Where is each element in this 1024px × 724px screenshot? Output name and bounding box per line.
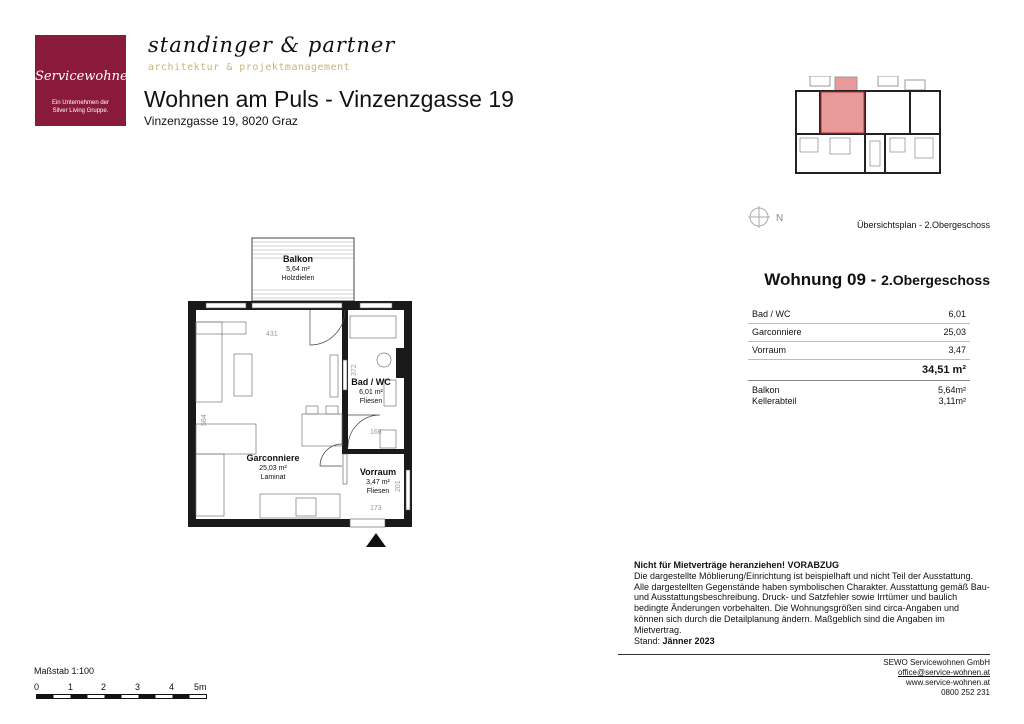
room-label-garconniere: Garconniere 25,03 m² Laminat: [246, 453, 300, 481]
logo-wordmark: Servicewohnen: [35, 69, 137, 84]
dimension-166: 166: [370, 429, 382, 436]
page-title: Wohnen am Puls - Vinzenzgasse 19: [144, 86, 514, 112]
page-address: Vinzenzgasse 19, 8020 Graz: [144, 114, 298, 128]
table-row: Bad / WC 6,01: [748, 306, 970, 324]
total-area: 34,51 m²: [748, 360, 970, 381]
area-table: [748, 306, 970, 407]
entrance-arrow-icon: [366, 533, 386, 547]
divider: [618, 654, 990, 655]
disclaimer-heading: Nicht für Mietverträge heranziehen! VORABZUG: [634, 560, 840, 570]
north-compass-icon: [748, 206, 788, 230]
architect-subtitle: architektur & projektmanagement: [148, 62, 351, 73]
disclaimer: [634, 560, 990, 646]
dimension-201: 201: [395, 480, 402, 492]
overview-highlight-apartment: [821, 92, 864, 133]
disclaimer-body: Die dargestellte Möblierung/Einrichtung ist beispielhaft und nicht Teil der Ausstattung. Alle dargestellten Gegenstände haben symbolischen Charakter. Ausstattung gemäß Bau- und Ausstattungsbeschreibung. Druck- und Satzfehler sowie Irrtümer und baulich bedingte Änderungen vorbehalten. Die Wohnungsgrößen sind circa-Angaben und können sich durch die Detailplanung ändern. Maßgeblich sind die Angaben im Mietvertrag.: [634, 570, 990, 635]
scale-bar: [36, 694, 211, 700]
dimension-173: 173: [370, 505, 382, 512]
apartment-floor: 2.Obergeschoss: [881, 272, 990, 288]
extra-row-balkon: Balkon 5,64m²: [752, 385, 966, 395]
overview-caption: Übersichtsplan - 2.Obergeschoss: [856, 220, 990, 230]
scale-label: Maßstab 1:100: [34, 666, 95, 676]
dimension-431: 431: [266, 331, 278, 338]
dimension-372: 372: [351, 364, 358, 376]
room-label-balkon: Balkon 5,64 m² Holzdielen: [281, 254, 315, 282]
overview-highlight-balcony: [835, 77, 857, 91]
web-link[interactable]: www.service-wohnen.at: [905, 678, 990, 687]
extra-row-kellerabteil: Kellerabteil 3,11m²: [752, 396, 966, 406]
table-row: Vorraum 3,47: [748, 342, 970, 360]
disclaimer-stand: Stand: Jänner 2023: [634, 635, 715, 646]
table-row: Garconniere 25,03: [748, 324, 970, 342]
north-label: N: [776, 213, 784, 224]
scale-ticks: 0 1 2 3 4 5m: [34, 682, 207, 692]
dimension-584: 584: [201, 414, 208, 426]
room-label-vorraum: Vorraum 3,47 m² Fliesen: [359, 467, 397, 495]
email-link[interactable]: office@service-wohnen.at: [897, 668, 990, 677]
apartment-heading: [764, 270, 990, 290]
apartment-name: Wohnung 09 -: [764, 270, 877, 289]
room-label-bad: Bad / WC 6,01 m² Fliesen: [351, 377, 391, 405]
overview-floorplan: [790, 76, 950, 176]
company-footer: SEWO Servicewohnen GmbH office@service-wohnen.at www.service-wohnen.at 0800 252 231: [883, 658, 990, 697]
logo-tagline: Ein Unternehmen der Silver Living Gruppe.: [51, 100, 110, 114]
servicewohnen-logo: [35, 35, 137, 126]
architect-brand: standinger & partner: [148, 33, 396, 57]
